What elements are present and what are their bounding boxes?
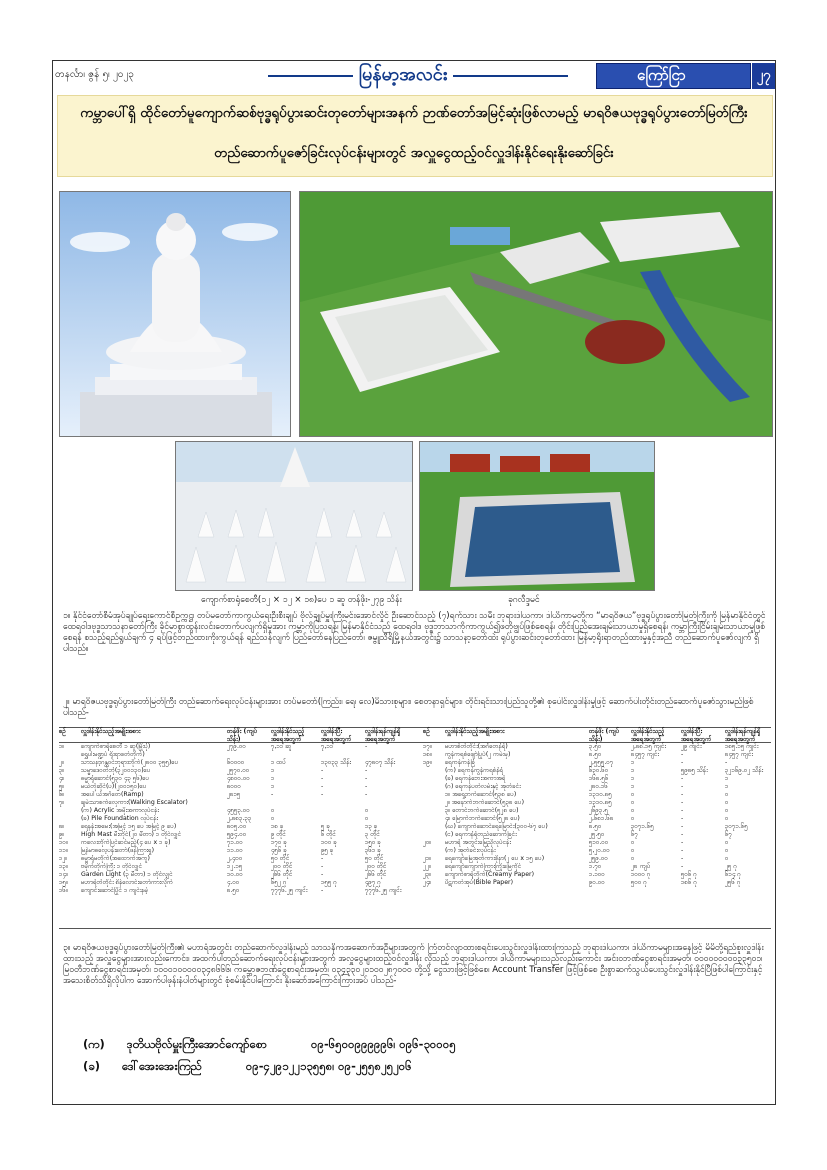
masthead-title: မြန်မာ့အလင်း	[353, 62, 453, 89]
table-cell: ၀	[631, 847, 635, 854]
table-cell: ၂၃။	[423, 871, 432, 878]
table-cell: ၅၉၈၅ သိန်း	[681, 767, 708, 774]
table-cell: ၃၀၇၁.၆၅	[631, 823, 654, 830]
table-cell: ၆၃၀.၆၀	[589, 767, 609, 774]
table-cell: -	[365, 783, 368, 790]
table-cell: ၄၉၇ ဂု	[365, 879, 381, 886]
table-cell: ၂၅၉.၀၀	[589, 855, 608, 862]
pond-caption: ခုဂလီဒ္ဒမင်	[508, 595, 540, 605]
table-cell: ၁၉။	[423, 759, 432, 766]
table-row	[59, 791, 771, 799]
table-cell: ၂၀။	[423, 839, 432, 846]
table-cell: -	[681, 759, 684, 766]
table-cell: ရေကျော်မြေအုတ်ကားဖိုနာ(၂ ပေ x ၁၅ ပေ)	[445, 855, 545, 862]
col-header-done-r: လှူဒါန်းပြီး အရေအတွက်	[681, 728, 712, 743]
contact-2-label: (ခ)	[83, 1059, 100, 1073]
table-row	[59, 839, 771, 847]
col-header-done: လှူဒါန်းပြီး အရေအတွက်	[321, 728, 352, 743]
table-cell: ၀	[631, 855, 635, 862]
table-cell: ၆၇	[725, 831, 732, 838]
table-cell: ချမ်းသာစက်လှေကား(Walking Escalator)	[81, 799, 188, 806]
table-cell: ၀	[631, 791, 635, 798]
table-cell: ၀	[271, 807, 275, 814]
contact-2-phone: ၀၉-၄၂၉၁၂၂၁၃၅၅၈၊ ၀၉-၂၅၅၈၂၅၂၀၆	[245, 1059, 412, 1073]
col-header-no: စဉ်	[59, 728, 66, 735]
table-cell: ၂၈ ကျပ်	[631, 863, 650, 870]
table-cell: ၆ တိုင်	[321, 831, 336, 838]
table-cell: ၄။	[59, 775, 65, 782]
table-cell: ၄.၀၀	[227, 879, 240, 886]
table-cell: မဟာရံ အတွင်းမြေညှိလုပ်ငန်း	[445, 839, 511, 846]
table-cell: ၅၀၀ ဂု	[631, 879, 647, 886]
table-cell: ၇။	[59, 799, 65, 806]
table-cell: -	[321, 871, 324, 878]
table-cell: -	[681, 831, 684, 838]
table-cell: ၈၄၅၇ ကျင်း	[725, 751, 753, 758]
table-header-row	[59, 728, 771, 743]
table-cell: ၆၀၀၀၀	[227, 759, 245, 766]
table-cell: ၂၆၉၃.၅	[589, 807, 608, 814]
table-cell: -	[321, 791, 324, 798]
table-cell: ၂၄။	[423, 879, 432, 886]
table-row	[59, 831, 771, 839]
table-row	[59, 871, 771, 879]
table-cell: ၀	[365, 807, 369, 814]
table-cell: ၅၀ တိုင်	[271, 855, 290, 862]
table-cell: ၄။ မြောက်ဘက်ဆောင်(၅၂၈ ပေ)	[445, 815, 520, 822]
table-cell: ၁၈၅.၁၅ ကျင်း	[725, 743, 759, 750]
table-cell: Garden Light (၃ မီတာ) ၁ တိုင်လျှင်	[81, 871, 173, 878]
table-cell: -	[681, 815, 684, 822]
table-cell: ၂၅.၅၀	[589, 831, 605, 838]
contact-list	[83, 1037, 763, 1087]
table-cell: ၈။	[59, 823, 65, 830]
table-cell: ၃ တိုင်	[365, 831, 380, 838]
table-cell: ၂၅၆ ဂု	[725, 879, 741, 886]
table-cell: ၃၀၇၁.၆၅	[725, 823, 748, 830]
buddha-statue-illustration	[60, 192, 291, 437]
table-cell: ၁၇။	[423, 743, 432, 750]
table-cell: ၂။ အနောက်ဘက်ဆောင်(၅၃၈ ပေ)	[445, 799, 524, 806]
table-cell: ၂,၈၈၃.၃၃	[227, 815, 252, 822]
table-cell: ၁	[725, 775, 729, 782]
table-cell: ၁.၇၀	[589, 863, 602, 870]
col-header-offer-r: လှူဒါန်းနိုင်သည့် အရေအတွက်	[631, 728, 665, 743]
table-cell: ၁.၁၀၀	[589, 871, 605, 878]
table-cell: ကျောက်စာရုံစေတီ ၁ ဆူ(မြိုးပုံ)	[81, 743, 151, 750]
table-row	[59, 783, 771, 791]
newspaper-page	[52, 60, 776, 1105]
table-cell: မယ်တုံဆိုင်(ပ)(၂၀၀၁၅၀)ပေ	[81, 783, 147, 790]
table-cell: သမ္မာဒေဝတ်ဘုံ(၃၂၀၀၁၃၀)ပေ	[81, 767, 151, 774]
table-cell: ၀	[725, 791, 729, 798]
issue-date: တနင်္လာ၊ ဇွန် ၅၊ ၂၀၂၃	[55, 69, 134, 80]
table-cell: ၇,၁၁	[321, 743, 334, 750]
table-cell: -	[681, 791, 684, 798]
table-cell: ၁	[631, 767, 635, 774]
table-cell: ၁၀၀၀ ဂု	[631, 871, 651, 878]
table-cell: -	[681, 839, 684, 846]
table-cell: ရေကန်ကန်ခြံ	[445, 759, 475, 766]
table-cell: (က) Acrylic အမိုးအကာလုပ်ငန်း	[81, 807, 159, 814]
table-cell: (က) အုတ်ခင်းလုပ်ငန်း	[445, 847, 496, 854]
table-cell: ၅ ခု	[321, 823, 330, 830]
table-cell: ၂၅ ဂု	[725, 863, 738, 870]
table-cell: ၂၆၆ တိုင်	[271, 871, 293, 878]
table-cell: ၅၉၄.၀၀	[227, 831, 247, 838]
table-cell: ရွှေပါးမဏ္ဍပ် ရိုးရာဖတ်တိုက်)	[81, 751, 145, 758]
table-row	[59, 879, 771, 887]
table-cell: ၇၇၇၆.၂၅ ကျင်း	[365, 887, 402, 894]
table-row	[59, 759, 771, 767]
table-cell: ၀	[725, 839, 729, 846]
table-cell: ရေနန်းအမေး(အမြင့် ၁၅ ပေ အမြင့် ၉ ပေ)	[81, 823, 177, 830]
col-header-value-r: တန်ဖိုး (ကျပ်သိန်း)	[589, 728, 619, 743]
table-cell: ၈၄၅၇ ကျင်း	[631, 751, 659, 758]
contact-2-name: ဒေါ်အေးအေးကြည်	[122, 1059, 202, 1073]
table-cell: ၈၀၅.၀၀	[227, 823, 247, 830]
table-cell: -	[681, 799, 684, 806]
table-cell: ၂၇၉.၀၀	[227, 743, 246, 750]
table-cell: ၀	[631, 839, 635, 846]
table-cell: ၁၃ ခု	[365, 823, 378, 830]
table-cell: -	[681, 855, 684, 862]
table-cell: ၂,၈၈.၁၅ ကျင်း	[631, 743, 667, 750]
table-cell: ၂,၄၀၀	[227, 855, 243, 862]
aerial-site-illustration	[300, 192, 773, 437]
table-cell: ၄၇၈၀၇ သိန်း	[365, 759, 396, 766]
table-cell: ၃။ တောင်ဘက်ဆောင်(၅၂၈ ပေ)	[445, 807, 519, 814]
table-cell: ၉ တိုင်	[271, 831, 286, 838]
table-cell: ကျောက်စာရုံတိုက်(Creamy Paper)	[445, 871, 534, 878]
table-cell: ၁၁.၀၀	[227, 847, 243, 854]
table-cell: -	[681, 775, 684, 782]
table-cell: -	[681, 847, 684, 854]
table-cell: (ဂ) ရေကန်ပတ်လမ်းနှင့် အုတ်ခင်း	[445, 783, 521, 790]
table-cell: ၂၀၀ တိုင်	[365, 863, 387, 870]
contact-1	[83, 1037, 456, 1054]
table-row	[59, 847, 771, 855]
table-cell: မဟာစံတံတိုင်း(အင်္ဂတေနံရံ)	[445, 743, 508, 750]
table-cell: ၁၃။	[59, 863, 68, 870]
table-cell: ၀	[631, 815, 635, 822]
table-cell: ၄၅၅၃.၀၀	[227, 807, 250, 814]
table-cell: ၁၀.၀၀	[227, 871, 243, 878]
table-cell: ၃၆၁ ခု	[365, 847, 381, 854]
table-cell: ၀	[725, 855, 729, 862]
section-label: ကြော်ငြာ	[637, 66, 686, 84]
table-row	[59, 799, 771, 807]
table-row	[59, 767, 771, 775]
contact-1-label: (က)	[83, 1037, 105, 1051]
table-cell: -	[681, 863, 684, 870]
table-cell: ၁	[631, 759, 635, 766]
table-cell: ဗမိုက်တိုက်ကြီး ၁ တိုင်လျှင်	[81, 863, 143, 870]
table-cell: -	[321, 887, 324, 894]
table-cell: ၁၅။	[59, 879, 68, 886]
table-cell: ၁။ အရှေ့ဘက်ဆောင်(၅၃၈ ပေ)	[445, 791, 517, 798]
aerial-site-render	[299, 191, 773, 437]
table-cell: -	[681, 823, 684, 830]
table-cell: ၈.၅၀	[227, 887, 240, 894]
table-cell: ၂,၆၈၁.၆၈	[589, 815, 614, 822]
table-row	[59, 775, 771, 783]
pond-illustration	[420, 442, 655, 591]
table-cell: ၂,၅၅၅.၀၇	[589, 759, 614, 766]
table-row	[59, 887, 771, 895]
paragraph-1: ၁။ နိုင်ငံတော်စီမံအုပ်ချုပ်ရေးကောင်စီဥက္ကဋ္ဌ၊ တပ်မတော်ကာကွယ်ရေးဦးစီးချုပ် ဗိုလ်ချုပ်မှူးကြီးမင်းအောင်လှိုင် ဦးဆောင်သည့် (၇)ရက်သား သမီး ဘုရားဒါယကာ၊ ဒါယိကာမတို့က “မာရဝိဇယ”ဗုဒ္ဓရုပ်ပွားတော်မြတ်ကြီးကို မြန်မာနိုင်ငံတွင် ထေရဝါဒဗုဒ္ဓသာသနာတော်ကြီး ခိုင်မာစွာထွန်းလင်းတောက်ပလျက်ရှိမှုအား ကမ္ဘာကိုပြသရန်၊ မြန်မာနိုင်ငံသည် ထေရဝါဒ ဗုဒ္ဓဘာသာကိုကာကွယ်၍ဖတိုဗျွပ်ဖြစ်စေရန်၊ တိုင်းပြည်အေးချမ်းသာယာမှုရှိစေရန်၊ ကမ္ဘာကြီးငြိမ်းချမ်းသာယာမှုဖြစ်စေရန် စသည့်ရည်ရွယ်ချက် ၄ ရပ်ဖြင့်တည်ထားကိုးကွယ်ရန် ရည်သန်လျက် ပြည်တော်နေပြည်တော်၊ ဇမ္ဗူသီရိမြို့နယ်အတွင်း၌ သာသနာ့တော်ထဲး ရုပ်ပွားဆင်းတုတော်ထား မြန်မာ့ရိုးရာတည်ထားမှုနှင့်အညီ တည်ဆောက်ပူဇော်လျက် ရှိပါသည်။	[63, 611, 766, 654]
table-cell: ၁၈၆ ဂု	[681, 879, 697, 886]
table-cell: ၁၀။	[59, 839, 68, 846]
table-cell: -	[271, 791, 274, 798]
table-cell: ၂၉ ကျင်း	[681, 743, 702, 750]
table-cell: ၂၁။	[423, 855, 432, 862]
headline-line-2: တည်ဆောက်ပူဇော်ခြင်းလုပ်ငန်းများတွင် အလှူငွေထည့်ဝင်လှူဒါန်းနိုင်ရေးနိုးဆော်ခြင်း	[214, 145, 614, 161]
table-cell: ကွန်ကရစ်ဖျော်ပြုပ်(၂ ကမ်းမှ)	[445, 751, 511, 758]
table-cell: -	[681, 783, 684, 790]
table-cell: ၉၅ ခု	[321, 847, 334, 854]
table-row	[59, 855, 771, 863]
table-cell: ၅၀ တိုင်	[365, 855, 384, 862]
table-cell: ၆၇	[631, 831, 638, 838]
table-cell: ၃.၅၀	[589, 743, 602, 750]
table-cell: ၅။	[59, 783, 65, 790]
table-cell: ၆၁၄ ဂု	[725, 871, 741, 878]
table-cell: ၄၅၆ ခု	[271, 847, 287, 854]
table-cell: ၅၁၀.၀၀	[589, 839, 609, 846]
table-cell: ၇၇၇၆.၂၅ ကျင်း	[271, 887, 308, 894]
contact-2	[83, 1059, 412, 1076]
table-cell: ဓမ္မာရုံမတိုက်(အထောက်အကူ)	[81, 855, 150, 862]
table-cell: ၁၅၀ ခု	[365, 839, 381, 846]
table-cell: -	[365, 767, 368, 774]
table-cell: ၁	[631, 775, 635, 782]
table-cell: ၁၇၀ ခု	[271, 839, 287, 846]
table-cell: မြန်မာဓလေ့ပန်းတော်(ဖန်ကြားရှု)	[81, 847, 155, 854]
table-cell: ၁ ထပ်	[271, 759, 286, 766]
buddha-statue-photo	[59, 191, 291, 437]
table-cell: ၆။	[59, 791, 65, 798]
table-cell: -	[681, 807, 684, 814]
table-cell: ၁၅၅ ဂု	[321, 879, 337, 886]
table-cell: ကလေးတိုက်ပြင်ဆင်မည့်(၄ ပေ x ၁ ခု)	[81, 839, 171, 846]
table-cell: ၈.၅၀	[589, 823, 602, 830]
contact-1-name: ဒုတိယဗိုလ်မှူးကြီးအောင်ကျော်စော	[126, 1037, 268, 1051]
table-cell: ၃၂၁၆၉.၀၂ သိန်း	[725, 767, 764, 774]
table-cell: ၀	[725, 847, 729, 854]
table-cell: (င) ရေကာနံရံတည်ဆောက်ခြင်း	[445, 831, 517, 838]
col-header-remain-r: လှူဒါန်းရန်ကျန်ရှိ အရေအတွက်	[725, 728, 761, 743]
table-cell: High Mast မီးတိုင်(၂၀ မီတာ) ၁ တိုင်လျှင်	[81, 831, 182, 838]
paragraph-2: ၂။ မာရဝိဇယဗုဒ္ဓရုပ်ပွားတော်မြတ်ကြီး တည်ဆောက်ရေးလုပ်ငန်းများအား တပ်မတော်(ကြည်း၊ ရေ၊ လေ)မိသားစုများ၊ စေတနာရှင်များ၊ တိုင်းရင်းသားပြည်သူတို့၏ စုပေါင်းလှူဒါန်းမှုဖြင့် ဆောက်ပါးတိုင်းတည်ဆောက်ပူဇော်သွားမည်ဖြစ်ပါသည်-	[63, 697, 754, 718]
table-cell: ၁	[271, 783, 275, 790]
table-cell: -	[321, 775, 324, 782]
table-row	[59, 863, 771, 871]
table-cell: ၁	[631, 783, 635, 790]
table-cell: ၃။	[59, 767, 65, 774]
table-cell: ၁။	[59, 743, 65, 750]
table-cell: ၉။	[59, 831, 65, 838]
col-header-item-r: လှူဒါန်းနိုင်သည့်အမျိုးအစား	[445, 728, 505, 735]
table-cell: -	[365, 791, 368, 798]
table-cell: ၅,၂၀.၀၀	[589, 847, 610, 854]
col-header-no-r: စဉ်	[423, 728, 430, 735]
table-cell: ၉၀.၀၀	[589, 879, 605, 886]
table-cell: ၂၈၁၅	[227, 791, 241, 798]
table-cell: ၁၃၀၃၃ သိန်း	[321, 759, 352, 766]
page-header	[53, 61, 775, 91]
headline-box	[57, 95, 773, 177]
col-header-offer: လှူဒါန်းနိုင်သည့် အရေအတွက်	[271, 728, 305, 743]
table-cell: ၀	[631, 799, 635, 806]
table-row	[59, 815, 771, 823]
table-cell: -	[681, 751, 684, 758]
contact-1-phone: ၀၉-၆၅၀၀၉၉၉၉၉၆၊ ၀၉၆-၃၀၀၀၅	[311, 1037, 456, 1051]
table-cell: ကျောင်းဆောင်ပြိုင် ၁ ကျင်းနမ့်	[81, 887, 149, 894]
table-row	[59, 743, 771, 751]
table-cell: ၀	[725, 807, 729, 814]
table-cell: -	[321, 863, 324, 870]
table-cell: ၁	[271, 767, 275, 774]
table-cell: ၁၀၀ ခု	[321, 839, 337, 846]
table-cell: အပေါ်ယံအင်္ဂတေ(Ramp)	[81, 791, 144, 798]
table-cell: ၁၆၈.၅၆	[589, 775, 609, 782]
table-cell: ၁၁။	[59, 847, 68, 854]
table-cell: ၀	[725, 815, 729, 822]
table-cell: ၁	[725, 783, 729, 790]
table-cell: -	[365, 743, 368, 750]
table-row	[59, 823, 771, 831]
table-cell: ၁၂.၁၅	[227, 863, 243, 870]
table-cell: ၀	[271, 815, 275, 822]
table-cell: ၂၂။	[423, 863, 431, 870]
table-cell: ၂၅၇၀.၀၀	[227, 767, 250, 774]
stupa-field-render	[175, 441, 413, 591]
table-cell: ၆၅၂ ဂု	[271, 879, 287, 886]
table-cell: သာသနာ့ဂန္ထဝင်ဘုရားတိုက်(၂၈၀၀ ၃၅၅)ပေ	[81, 759, 179, 766]
table-cell: ပိဋကတ်အုပ်(Bible Paper)	[445, 879, 513, 886]
table-cell: ၀	[725, 799, 729, 806]
table-cell: ၁၄။	[59, 871, 68, 878]
section-banner	[596, 63, 751, 89]
table-cell: ၂၀၀ တိုင်	[271, 863, 293, 870]
page-number: ၂၇	[752, 63, 775, 89]
table-cell: ၀	[365, 815, 369, 822]
table-cell: -	[321, 783, 324, 790]
donation-table	[59, 727, 771, 929]
table-cell: ၁	[271, 775, 275, 782]
table-cell: -	[725, 759, 728, 766]
table-cell: (က) ရေကန်ကွန်ကရစ်နံရံ	[445, 767, 504, 774]
table-cell: (ဃ) ကျောက်ဆောင်ရေမြောင်း(၃၀၀-၆၇ ပေ)	[445, 823, 548, 830]
headline-line-1: ကမ္ဘာပေါ်ရှိ ထိုင်တော်မူကျောက်ဆစ်ဗုဒ္ဓရုပ်ပွားဆင်းတုတော်များအနက် ဉာဏ်တော်အမြင့်ဆုံးဖြစ်လာမည့် မာရဝိဇယဗုဒ္ဓရုပ်ပွားတော်မြတ်ကြီး	[80, 105, 748, 121]
table-cell: ဓမ္မာရုံဆောင်(၅၃၀ ၄၃ ၅၆)ပေ	[81, 775, 150, 782]
table-cell: ၁၈။	[423, 751, 432, 758]
stupa-field-caption: ကျောက်စာရုံစေတီ(၁၂ × ၁၂ × ၁၈)ပေ ၁ ဆူ တန်ဖိုး-၂၇၉ သိန်း	[201, 595, 402, 605]
table-cell: ၁၆။	[59, 887, 68, 894]
table-cell: -	[321, 767, 324, 774]
col-header-value: တန်ဖိုး (ကျပ်သိန်း)	[227, 728, 257, 743]
table-cell: (ခ) Pile Foundation လုပ်ငန်း	[81, 815, 159, 822]
table-cell: ၄၈၀၀.၀၀	[227, 775, 250, 782]
table-cell: ၁၈ ခု	[271, 823, 284, 830]
table-cell: ၈.၅၀	[589, 751, 602, 758]
table-cell: ၁၂။	[59, 855, 68, 862]
stupa-field-illustration	[176, 442, 413, 591]
table-row	[59, 751, 771, 759]
table-cell: ၂၆၆ တိုင်	[365, 871, 387, 878]
table-cell: ၂၈၀.၁၆	[589, 783, 608, 790]
table-cell: ၅၀၆ ဂု	[681, 871, 697, 878]
table-cell: (ခ) ရေကန်ဘေးအကာအရံ	[445, 775, 506, 782]
table-cell: ၈၀၀၀	[227, 783, 241, 790]
table-cell: ရေကျော်ကျောက်ကြားကြိုးမြေကိုင်	[445, 863, 522, 870]
table-cell: ၇,၁၁ ဆူ	[271, 743, 292, 750]
table-cell: ၂။	[59, 759, 64, 766]
table-cell: ၁၃၁၀.၈၅	[589, 799, 612, 806]
table-cell: -	[365, 775, 368, 782]
table-cell: -	[321, 855, 324, 862]
table-cell: မဟာရံတံတိုင်း ၈ိန်လောင်းတော်ကားလိုက်	[81, 879, 174, 886]
col-header-remain: လှူဒါန်းရန်ကျန်ရှိ အရေအတွက်	[365, 728, 401, 743]
pond-render	[419, 441, 655, 591]
table-cell: ၇၁.၀၀	[227, 839, 243, 846]
table-cell: ၀	[631, 807, 635, 814]
col-header-item: လှူဒါန်းနိုင်သည့်အမျိုးအစား	[81, 728, 141, 735]
paragraph-3: ၃။ မာရဝိဇယဗုဒ္ဓရုပ်ပွားတော်မြတ်ကြီး၏ မဟာရံအတွင်း တည်ဆောက်လှူဒါန်းမည့် သာသနိကအဆောက်အဦများအတွက် ကြံတင်လျာထားစရင်းပေးသွင်းလှူဒါန်းထားကြသည့် ဘုရားဒါယကာ၊ ဒါယိကာမများအနေဖြင့် မိမိတို့ရည်စူးလှူဒါန်းထားသည့် အလှူငွေများအားလည်းကောင်း၊ အထက်ပါတည်ဆောက်ရေးလုပ်ငန်းများအတွက် အလှူငွေများထည့်ဝင်လှူဒါန်း လိုသည့် ဘုရားဒါယကာ၊ ဒါယိကာမများသည်လည်းကောင်း အင်းဝဘဏ်ငွေစာရင်းအမှတ်၊ ၀၀၀၀၀၀၀၀၀၃၃၅၀၁၊ မြဝတီဘဏ်ငွေစာရင်းအမှတ်၊ ၁၀၀၀၁၀၀၀၀၀၃၄၈၆၆၆၊ ကမ္ဘောဇဘဏ်ငွေစာရင်းအမှတ်၊ ၀၃၄၃၃၀၂၀၁၀၀၂၈၇၀၀၀ တို့သို့ ငွေသားဖြင့်ဖြစ်စေ၊ Account Transfer ဖြင့်ဖြစ်စေ ဦးစွာဆက်သွယ်ပေးသွင်းလှူဒါန်းနိုင်ပြီဖြစ်ပါကြောင်းနှင့် အသေးစိတ်သိရှိလိုပါက အောက်ပါဖုန်းနံပါတ်များတွင် စုံစမ်းနိုင်ပါကြောင်း နိုးဆော်အကြောင်းကြားအပ် ပါသည်-	[63, 943, 764, 986]
table-body	[59, 743, 771, 895]
table-row	[59, 807, 771, 815]
table-cell: ၁၃၁၀.၈၅	[589, 791, 612, 798]
